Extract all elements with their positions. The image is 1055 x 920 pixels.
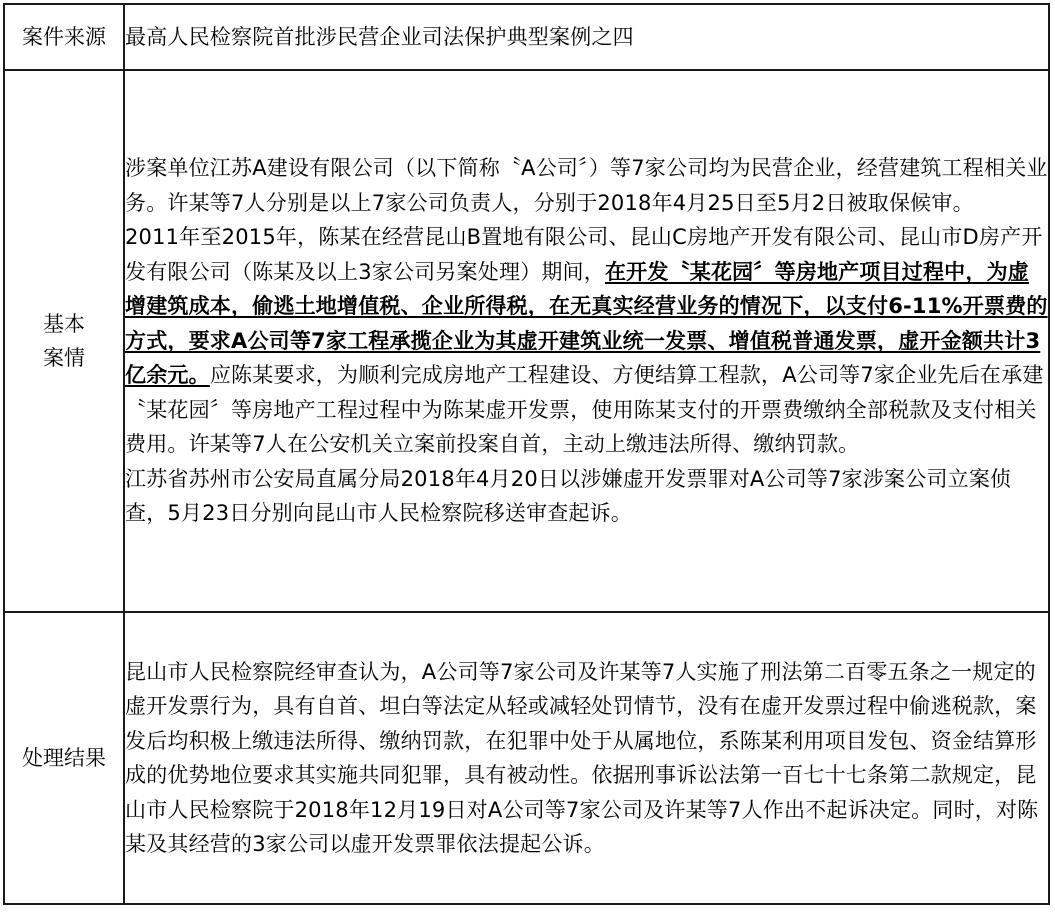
basic-facts-paragraph-2 [125, 220, 1048, 462]
basic-facts-paragraph-3: 江苏省苏州市公安局直属分局2018年4月20日以涉嫌虚开发票罪对A公司等7家涉案公司立案侦查，5月23日分别向昆山市人民检察院移送审查起诉。 [125, 466, 1012, 526]
basic-facts-paragraph-1: 涉案单位江苏A建设有限公司（以下简称〝A公司〞）等7家公司均为民营企业，经营建筑工程相关业务。许某等7人分别是以上7家公司负责人，分别于2018年4月25日至5月2日被取保候审。 [125, 156, 1048, 215]
paragraph-2-emphasis: 在开发〝某花园〞等房地产项目过程中，为虚增建筑成本，偷逃土地增值税、企业所得税，在无真实经营业务的情况下，以支付6-11%开票费的方式，要求A公司等7家工程承揽企业为其虚开建筑业统一发票、增值税普通发票，虚开金额共计3亿余元。 [125, 259, 1048, 388]
case-source-content: 最高人民检察院首批涉民营企业司法保护典型案例之四 [124, 4, 1049, 70]
basic-facts-label-line2: 案情 [43, 346, 85, 370]
paragraph-2-tail: 应陈某要求，为顺利完成房地产工程建设、方便结算工程款，A公司等7家企业先后在承建〝某花园〞等房地产工程过程中为陈某虚开发票，使用陈某支付的开票费缴纳全部税款及支付相关费用。许某等7人在公安机关立案前投案自首，主动上缴违法所得、缴纳罚款。 [125, 363, 1044, 457]
handling-result-content: 昆山市人民检察院经审查认为，A公司等7家公司及许某等7人实施了刑法第二百零五条之一规定的虚开发票行为，具有自首、坦白等法定从轻或减轻处罚情节，没有在虚开发票过程中偷逃税款，案发后均积极上缴违法所得、缴纳罚款，在犯罪中处于从属地位，系陈某利用项目发包、资金结算形成的优势地位要求其实施共同犯罪，具有被动性。依据刑事诉讼法第一百七十七条第二款规定，昆山市人民检察院于2018年12月19日对A公司等7家公司及许某等7人作出不起诉决定。同时，对陈某及其经营的3家公司以虚开发票罪依法提起公诉。 [124, 612, 1049, 904]
row-basic-facts [4, 70, 1049, 612]
basic-facts-label-line1: 基本 [43, 312, 85, 336]
handling-result-label: 处理结果 [4, 612, 124, 904]
basic-facts-content [124, 70, 1049, 612]
row-case-source [4, 4, 1049, 70]
basic-facts-label [4, 70, 124, 612]
paragraph-2-lead: 2011年至2015年，陈某在经营昆山B置地有限公司、昆山C房地产开发有限公司、昆山市D房产开发有限公司（陈某及以上3家公司另案处理）期间， [125, 225, 1043, 284]
case-table [3, 3, 1050, 905]
row-handling-result [4, 612, 1049, 904]
case-source-label: 案件来源 [4, 4, 124, 70]
